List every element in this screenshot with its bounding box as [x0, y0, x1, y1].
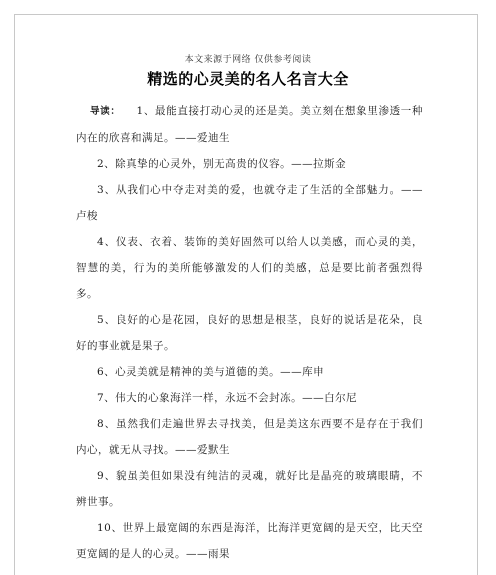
paragraph-3: 3、从我们心中夺走对美的爱，也就夺走了生活的全部魅力。——卢梭 — [76, 184, 423, 222]
paragraph-9: 9、貌虽美但如果没有纯洁的灵魂，就好比是晶亮的玻璃眼睛，不辨世事。 — [76, 470, 423, 508]
paragraph-4: 4、仪表、衣着、装饰的美好固然可以给人以美感，而心灵的美，智慧的美，行为的美所能够激发的人们的美感，总是要比前者强烈得多。 — [76, 236, 423, 300]
source-notice: 本文来源于网络 仅供参考阅读 — [184, 55, 312, 65]
paragraph-2: 2、除真挚的心灵外，别无高贵的仪容。——拉斯金 — [97, 158, 347, 170]
document-title: 精选的心灵美的名人名言大全 — [147, 70, 349, 88]
paragraph-5: 5、良好的心是花园，良好的思想是根茎，良好的说话是花朵，良好的事业就是果子。 — [76, 314, 423, 352]
paragraph-7: 7、伟大的心象海洋一样，永远不会封冻。——白尔尼 — [97, 392, 358, 404]
paragraph-10: 10、世界上最宽阔的东西是海洋，比海洋更宽阔的是天空，比天空更宽阔的是人的心灵。——雨果 — [76, 522, 423, 560]
paragraph-1 — [76, 98, 423, 151]
intro-label: 导读： — [90, 106, 121, 117]
document-body — [76, 98, 423, 567]
paragraph-8: 8、虽然我们走遍世界去寻找美，但是美这东西要不是存在于我们内心，就无从寻找。——爱默生 — [76, 418, 423, 456]
quote-text: 1、最能直接打动心灵的还是美。美立刻在想象里渗透一种内在的欣喜和满足。——爱迪生 — [76, 105, 423, 144]
paragraph-6: 6、心灵美就是精神的美与道德的美。——库申 — [97, 366, 325, 378]
